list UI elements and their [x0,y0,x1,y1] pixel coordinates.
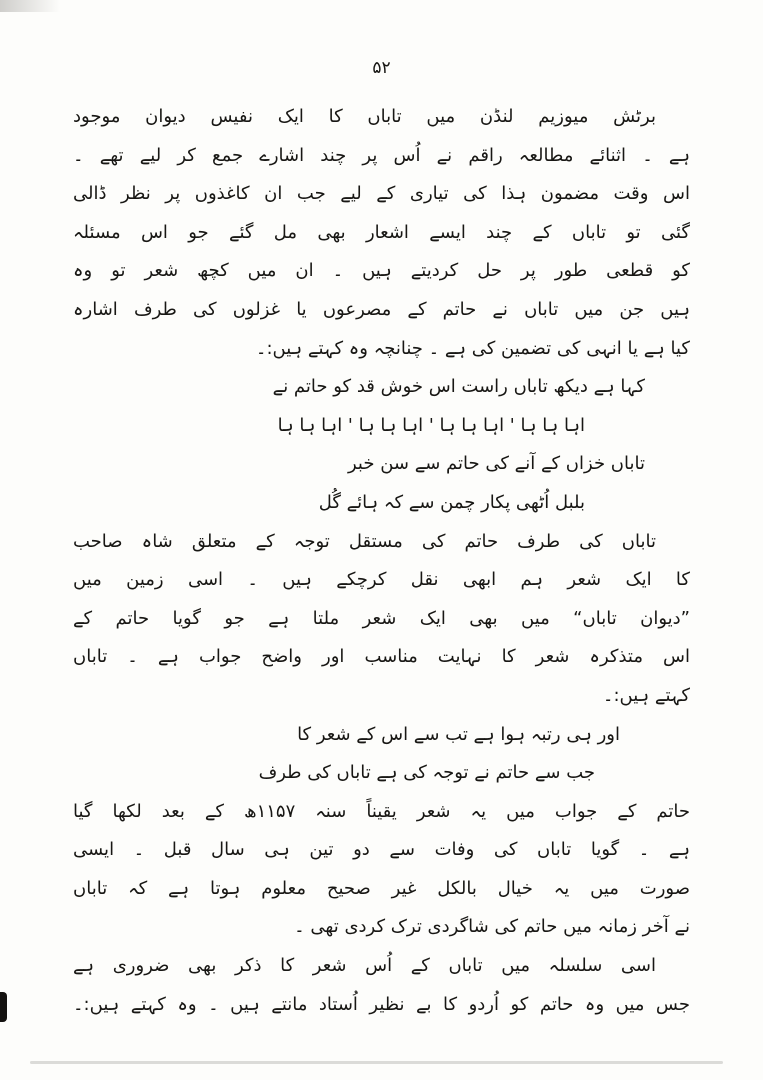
text-line: جس میں وہ حاتم کو اُردو کا بے نظیر اُستاد مانتے ہیں ۔ وہ کہتے ہیں:۔ [73,993,690,1015]
text-line: حاتم کے جواب میں یہ شعر یقیناً سنہ ۱۱۵۷ھ کے بعد لکھا گیا [73,800,690,822]
scan-artifact-corner [0,0,60,12]
text-body [73,98,690,1024]
text-line: اس وقت مضمون ہذا کی تیاری کے لیے جب ان کاغذوں پر نظر ڈالی [73,183,690,205]
scan-artifact-bottom-streak [30,1061,723,1064]
text-line: صورت میں یہ خیال بالکل غیر صحیح معلوم ہوتا ہے کہ تاباں [73,877,690,899]
text-line: ہے ۔ گویا تاباں کی وفات سے دو تین ہی سال قبل ۔ ایسی [73,839,690,861]
text-line: گئی تو تاباں کے چند ایسے اشعار بھی مل گئے جو اس مسئلہ [73,221,690,243]
page-number: ۵۲ [372,58,391,78]
text-line: کہتے ہیں:۔ [602,684,690,706]
text-line: کا ایک شعر ہم ابھی نقل کرچکے ہیں ۔ اسی زمین میں [73,569,690,591]
verse-line: بلبل اُٹھی پکار چمن سے کہ ہائے گُل [318,491,585,513]
verse-line: جب سے حاتم نے توجہ کی ہے تاباں کی طرف [258,762,595,784]
text-line: اسی سلسلہ میں تاباں کے اُس شعر کا ذکر بھی ضروری ہے [73,955,656,977]
text-line: ہیں جن میں تاباں نے حاتم کے مصرعوں یا غزلوں کی طرف اشارہ [73,298,690,320]
verse-line: تاباں خزاں کے آنے کی حاتم سے سن خبر [347,453,645,475]
verse-line: کہا ہے دیکھ تاباں راست اس خوش قد کو حاتم نے [272,376,645,398]
text-line: ہے ۔ اثنائے مطالعہ راقم نے اُس پر چند اشارے جمع کر لیے تھے ۔ [73,144,690,166]
text-line: کو قطعی طور پر حل کردیتے ہیں ۔ ان میں کچھ شعر تو وہ [73,260,690,282]
text-line: برٹش میوزیم لنڈن میں تاباں کا ایک نفیس دیوان موجود [73,106,656,127]
text-line: ”دیوان تاباں“ میں بھی ایک شعر ملتا ہے جو گویا حاتم کے [73,607,690,629]
scan-artifact-ink-mark [0,992,7,1022]
text-line: تاباں کی طرف حاتم کی مستقل توجہ کے متعلق شاہ صاحب [73,530,656,552]
text-line: نے آخر زمانہ میں حاتم کی شاگردی ترک کردی تھی ۔ [294,916,690,938]
text-line: کیا ہے یا انہی کی تضمین کی ہے ۔ چنانچہ وہ کہتے ہیں:۔ [255,337,690,359]
text-line: اس متذکرہ شعر کا نہایت مناسب اور واضح جواب ہے ۔ تاباں [73,646,690,668]
verse-line: اور ہی رتبہ ہوا ہے تب سے اس کے شعر کا [297,723,620,745]
verse-line: اہا ہا ہا ' اہا ہا ہا ' اہا ہا ہا ' اہا ہا ہا [277,414,585,436]
